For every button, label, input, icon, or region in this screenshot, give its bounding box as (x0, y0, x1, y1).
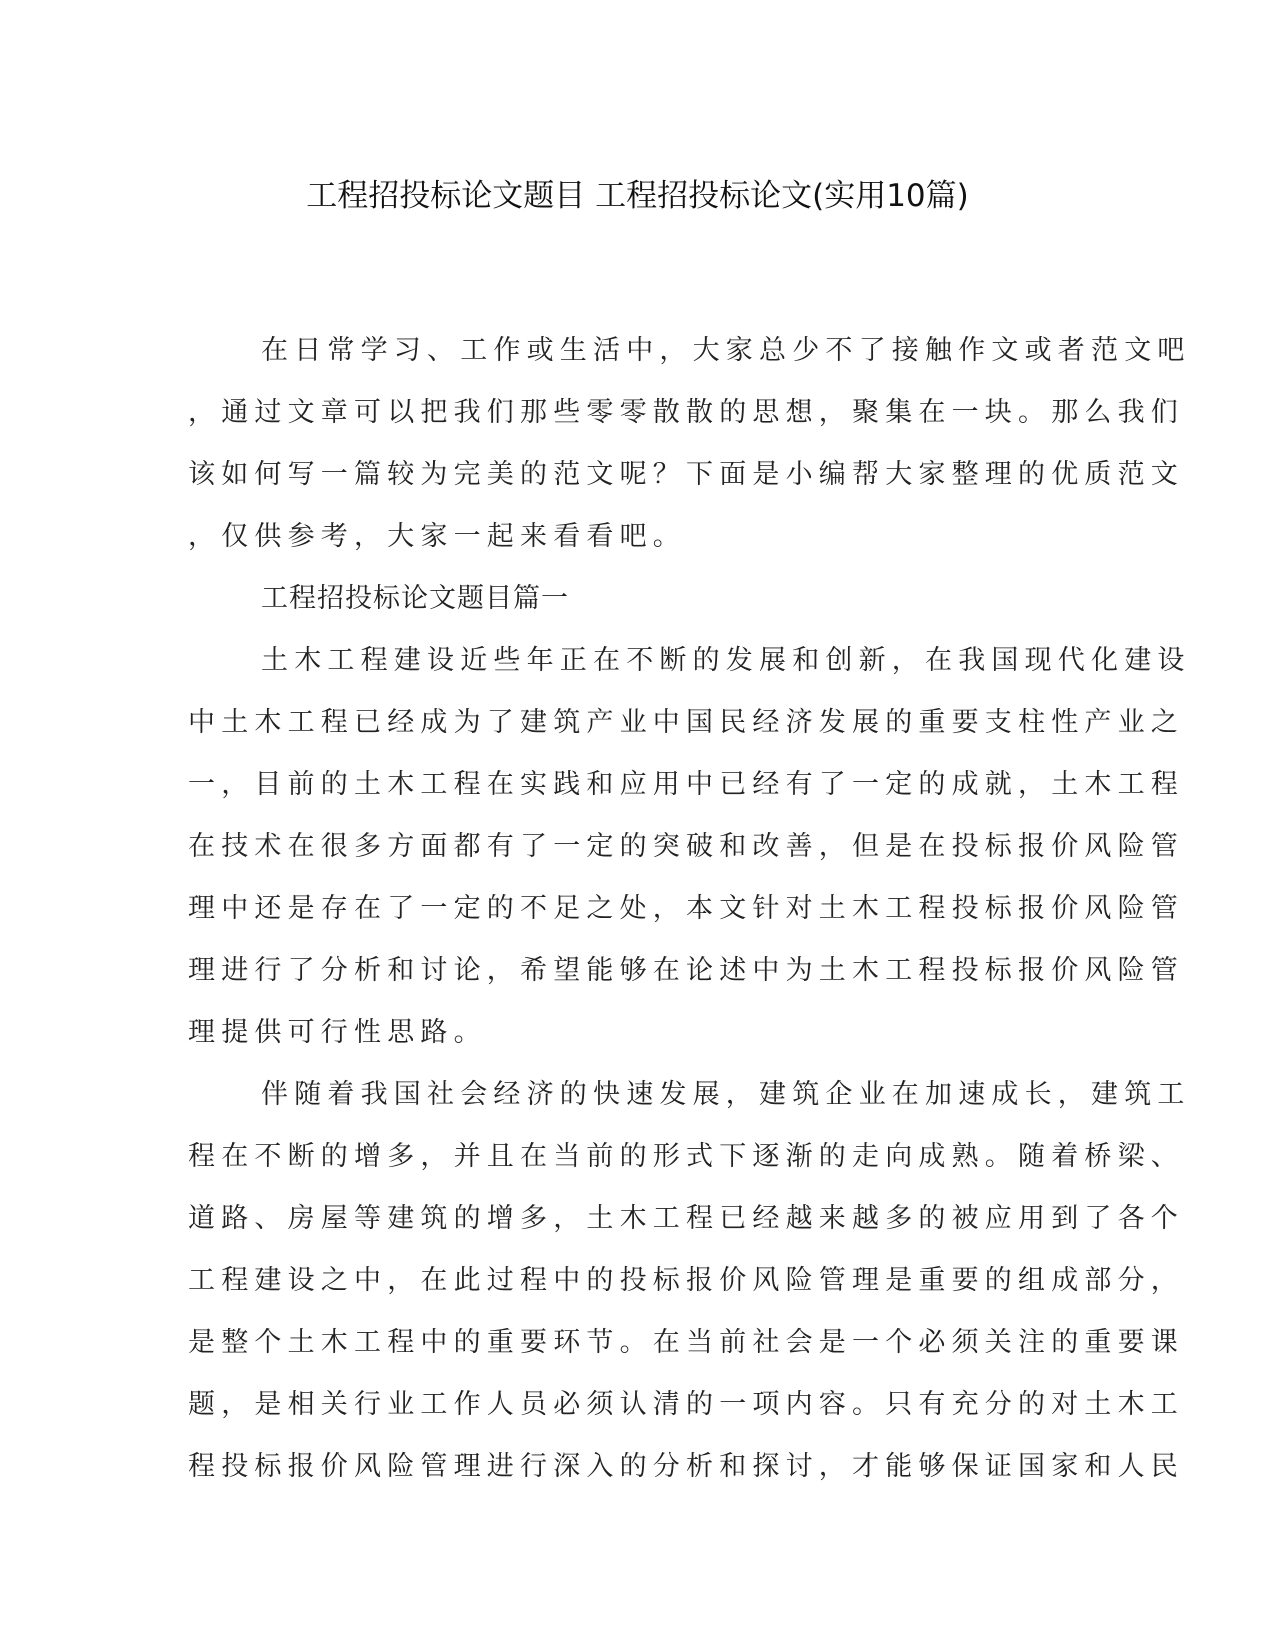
paragraph-line: ，仅供参考，大家一起来看看吧。 (188, 521, 686, 552)
paragraph-line: 题，是相关行业工作人员必须认清的一项内容。只有充分的对土木工 (188, 1389, 1184, 1420)
section-heading: 工程招投标论文题目篇一 (261, 583, 569, 614)
document-title: 工程招投标论文题目 工程招投标论文(实用10篇) (306, 178, 969, 214)
paragraph-line: 理进行了分析和讨论，希望能够在论述中为土木工程投标报价风险管 (188, 955, 1184, 986)
paragraph-line: 在技术在很多方面都有了一定的突破和改善，但是在投标报价风险管 (188, 831, 1184, 862)
document-body (188, 320, 1191, 1498)
paragraph-line: ，通过文章可以把我们那些零零散散的思想，聚集在一块。那么我们 (188, 397, 1184, 428)
paragraph-line: 工程建设之中，在此过程中的投标报价风险管理是重要的组成部分， (188, 1265, 1184, 1296)
paragraph-line: 是整个土木工程中的重要环节。在当前社会是一个必须关注的重要课 (188, 1327, 1184, 1358)
paragraph-line: 中土木工程已经成为了建筑产业中国民经济发展的重要支柱性产业之 (188, 707, 1184, 738)
paragraph-line: 一，目前的土木工程在实践和应用中已经有了一定的成就，土木工程 (188, 769, 1184, 800)
paragraph-line: 伴随着我国社会经济的快速发展，建筑企业在加速成长，建筑工 (261, 1079, 1191, 1110)
paragraph-line: 理中还是存在了一定的不足之处，本文针对土木工程投标报价风险管 (188, 893, 1184, 924)
paragraph-line: 在日常学习、工作或生活中，大家总少不了接触作文或者范文吧 (261, 335, 1191, 366)
paragraph-line: 土木工程建设近些年正在不断的发展和创新，在我国现代化建设 (261, 645, 1191, 676)
paragraph-line: 该如何写一篇较为完美的范文呢？下面是小编帮大家整理的优质范文 (188, 459, 1184, 490)
paragraph-line: 理提供可行性思路。 (188, 1017, 487, 1048)
paragraph-line: 程在不断的增多，并且在当前的形式下逐渐的走向成熟。随着桥梁、 (188, 1141, 1184, 1172)
paragraph-line: 程投标报价风险管理进行深入的分析和探讨，才能够保证国家和人民 (188, 1451, 1184, 1482)
paragraph-line: 道路、房屋等建筑的增多，土木工程已经越来越多的被应用到了各个 (188, 1203, 1184, 1234)
